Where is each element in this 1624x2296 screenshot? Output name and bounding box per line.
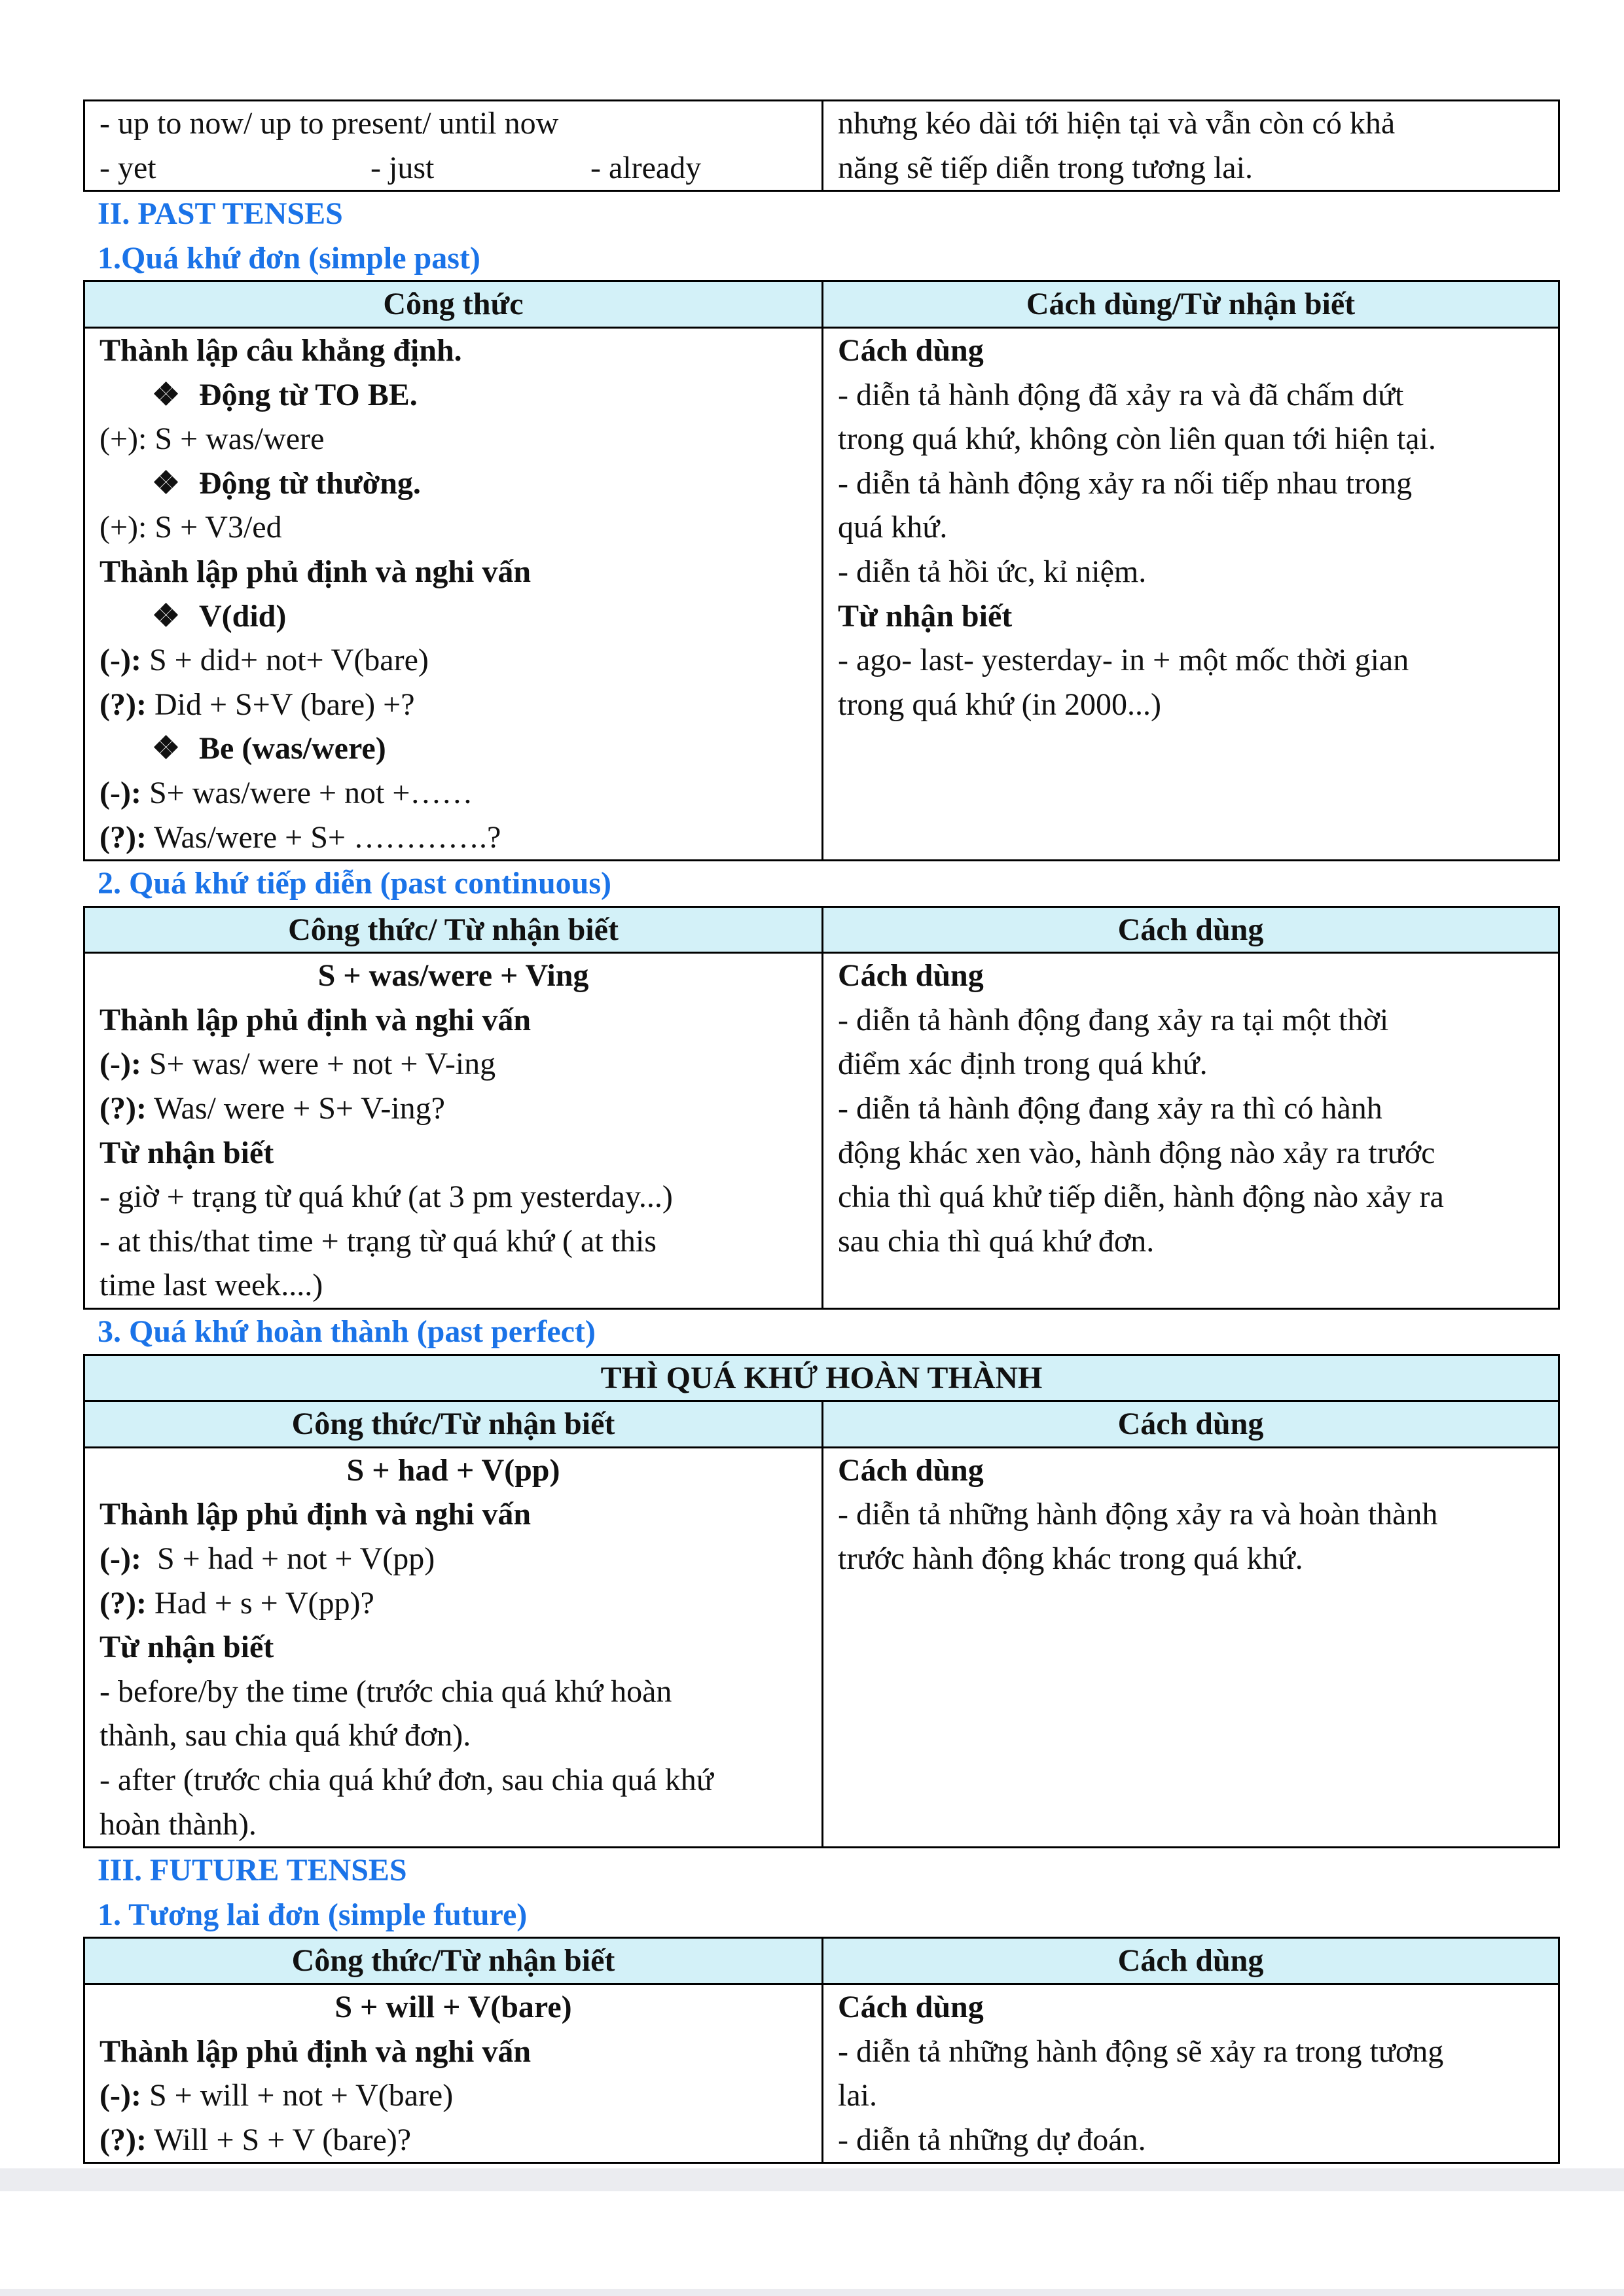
bullet-item bbox=[99, 594, 807, 639]
column-header: Cách dùng/Từ nhận biết bbox=[823, 281, 1559, 328]
subheading-simple-past: 1.Quá khứ đơn (simple past) bbox=[98, 240, 480, 276]
section-heading-future-tenses: III. FUTURE TENSES bbox=[98, 1853, 407, 1888]
signal-line: - at this/that time + trạng từ quá khứ ( at this bbox=[99, 1223, 657, 1259]
formula-cell bbox=[84, 327, 823, 860]
simple-past-table bbox=[83, 280, 1560, 861]
bullet-label: Động từ TO BE. bbox=[199, 377, 418, 412]
signal-just: - just bbox=[370, 150, 435, 185]
subheading-simple-future: 1. Tương lai đơn (simple future) bbox=[98, 1897, 528, 1932]
document-page bbox=[83, 99, 1558, 2164]
column-header: Cách dùng bbox=[823, 1938, 1559, 1984]
column-header: Công thức/ Từ nhận biết bbox=[84, 906, 823, 953]
formula-prefix: (-): bbox=[99, 2078, 141, 2113]
usage-cell bbox=[823, 327, 1559, 860]
usage-line: - diễn tả hành động đang xảy ra tại một thời bbox=[838, 1002, 1389, 1037]
formula-line bbox=[99, 638, 807, 683]
formula-text: Had + s + V(pp)? bbox=[146, 1585, 374, 1621]
formula-cell bbox=[84, 953, 823, 1309]
subtitle: Cách dùng bbox=[838, 958, 984, 994]
usage-line: - diễn tả hành động xảy ra nối tiếp nhau trong bbox=[838, 465, 1413, 501]
signal-line: trong quá khứ (in 2000...) bbox=[838, 687, 1161, 722]
usage-line: động khác xen vào, hành động nào xảy ra trước bbox=[838, 1135, 1435, 1170]
formula-text: S+ was/were + not +…… bbox=[141, 775, 473, 810]
subtitle: Cách dùng bbox=[838, 1989, 984, 2024]
formula-line bbox=[99, 1537, 807, 1581]
formula: S + had + V(pp) bbox=[346, 1452, 560, 1488]
subtitle: Cách dùng bbox=[838, 332, 984, 368]
subtitle: Thành lập câu khẳng định. bbox=[99, 332, 462, 368]
signal-line: hoàn thành). bbox=[99, 1806, 257, 1842]
signal-line: - before/by the time (trước chia quá khứ hoàn bbox=[99, 1674, 672, 1709]
subtitle: Thành lập phủ định và nghi vấn bbox=[99, 2034, 532, 2069]
signal-line: thành, sau chia quá khứ đơn). bbox=[99, 1718, 471, 1753]
past-continuous-table bbox=[83, 906, 1560, 1310]
usage-line: trước hành động khác trong quá khứ. bbox=[838, 1541, 1303, 1576]
subtitle: Thành lập phủ định và nghi vấn bbox=[99, 1002, 532, 1037]
formula-text: S+ was/ were + not + V-ing bbox=[141, 1047, 496, 1082]
page-separator bbox=[0, 2168, 1624, 2191]
signal-words-cell bbox=[84, 101, 823, 191]
formula-prefix: (?): bbox=[99, 2122, 147, 2157]
bullet-label: Động từ thường. bbox=[199, 465, 421, 501]
simple-future-table bbox=[83, 1937, 1560, 2164]
usage-line: - diễn tả hành động đang xảy ra thì có hành bbox=[838, 1091, 1382, 1126]
usage-line: nhưng kéo dài tới hiện tại và vẫn còn có khả bbox=[838, 106, 1396, 141]
formula-line bbox=[99, 1042, 807, 1086]
section-heading-past-tenses: II. PAST TENSES bbox=[98, 196, 343, 232]
subtitle: Từ nhận biết bbox=[99, 1630, 274, 1665]
signal-line: - giờ + trạng từ quá khứ (at 3 pm yesterday...) bbox=[99, 1179, 673, 1215]
formula-text: S + will + not + V(bare) bbox=[141, 2078, 454, 2113]
formula-line: (+): S + was/were bbox=[99, 422, 325, 457]
formula: S + will + V(bare) bbox=[334, 1989, 572, 2024]
usage-line: điểm xác định trong quá khứ. bbox=[838, 1047, 1208, 1082]
bullet-item bbox=[99, 461, 807, 506]
usage-line: chia thì quá khử tiếp diễn, hành động nào xảy ra bbox=[838, 1179, 1444, 1215]
formula-prefix: (?): bbox=[99, 1091, 147, 1126]
bullet-item bbox=[99, 726, 807, 771]
formula-prefix: (?): bbox=[99, 819, 147, 855]
formula-line bbox=[99, 771, 807, 816]
present-perfect-table-continued bbox=[83, 99, 1560, 192]
usage-line: - diễn tả những hành động sẽ xảy ra trong tương bbox=[838, 2034, 1444, 2069]
usage-line: năng sẽ tiếp diễn trong tương lai. bbox=[838, 150, 1253, 185]
subtitle: Cách dùng bbox=[838, 1452, 984, 1488]
usage-cell bbox=[823, 953, 1559, 1309]
formula-prefix: (-): bbox=[99, 643, 141, 678]
formula-prefix: (-): bbox=[99, 1047, 141, 1082]
formula-cell bbox=[84, 1447, 823, 1847]
signal-yet: - yet bbox=[99, 150, 156, 185]
usage-line: - diễn tả hồi ức, kỉ niệm. bbox=[838, 554, 1147, 589]
table-title: THÌ QUÁ KHỨ HOÀN THÀNH bbox=[84, 1355, 1559, 1401]
subtitle: Từ nhận biết bbox=[838, 598, 1013, 634]
formula-line: (+): S + V3/ed bbox=[99, 510, 282, 545]
formula-line bbox=[99, 1086, 807, 1131]
formula-cell bbox=[84, 1984, 823, 2162]
subtitle: Từ nhận biết bbox=[99, 1135, 274, 1170]
past-perfect-table bbox=[83, 1354, 1560, 1849]
column-header: Công thức/Từ nhận biết bbox=[84, 1401, 823, 1448]
formula-line bbox=[99, 1581, 807, 1626]
column-header: Công thức bbox=[84, 281, 823, 328]
usage-line: trong quá khứ, không còn liên quan tới hiện tại. bbox=[838, 422, 1436, 457]
bullet-label: V(did) bbox=[199, 598, 287, 634]
formula-text: S + had + not + V(pp) bbox=[141, 1541, 435, 1576]
usage-line: lai. bbox=[838, 2078, 877, 2113]
signal-line bbox=[99, 146, 807, 190]
usage-line: - diễn tả hành động đã xảy ra và đã chấm dứt bbox=[838, 377, 1404, 412]
formula-prefix: (-): bbox=[99, 1541, 141, 1576]
signal-line: time last week....) bbox=[99, 1268, 323, 1303]
signal-line: - ago- last- yesterday- in + một mốc thời gian bbox=[838, 643, 1409, 678]
signal-line: - up to now/ up to present/ until now bbox=[99, 106, 559, 141]
formula-prefix: (?): bbox=[99, 687, 147, 722]
diamond-bullet-icon: ❖ bbox=[152, 377, 181, 412]
usage-line: - diễn tả những hành động xảy ra và hoàn thành bbox=[838, 1497, 1438, 1532]
formula-text: Did + S+V (bare) +? bbox=[146, 687, 415, 722]
diamond-bullet-icon: ❖ bbox=[152, 731, 181, 766]
usage-cell bbox=[823, 1447, 1559, 1847]
signal-line: - after (trước chia quá khứ đơn, sau chia quá khứ bbox=[99, 1762, 713, 1797]
subheading-past-continuous: 2. Quá khứ tiếp diễn (past continuous) bbox=[98, 866, 611, 901]
formula-line bbox=[99, 816, 807, 860]
formula-text: S + did+ not+ V(bare) bbox=[141, 643, 429, 678]
formula-text: Was/ were + S+ V-ing? bbox=[146, 1091, 445, 1126]
formula-text: Will + S + V (bare)? bbox=[146, 2122, 412, 2157]
formula-line bbox=[99, 683, 807, 727]
column-header: Cách dùng bbox=[823, 1401, 1559, 1448]
formula-prefix: (-): bbox=[99, 775, 141, 810]
subtitle: Thành lập phủ định và nghi vấn bbox=[99, 1497, 532, 1532]
bullet-item bbox=[99, 373, 807, 418]
usage-cell bbox=[823, 1984, 1559, 2162]
column-header: Cách dùng bbox=[823, 906, 1559, 953]
formula-text: Was/were + S+ ………….? bbox=[146, 819, 501, 855]
page-separator bbox=[0, 2289, 1624, 2296]
signal-already: - already bbox=[590, 150, 702, 185]
diamond-bullet-icon: ❖ bbox=[152, 465, 181, 501]
usage-line: sau chia thì quá khứ đơn. bbox=[838, 1223, 1155, 1259]
diamond-bullet-icon: ❖ bbox=[152, 598, 181, 634]
formula-line bbox=[99, 2118, 807, 2162]
subheading-past-perfect: 3. Quá khứ hoàn thành (past perfect) bbox=[98, 1314, 596, 1350]
formula-prefix: (?): bbox=[99, 1585, 147, 1621]
subtitle: Thành lập phủ định và nghi vấn bbox=[99, 554, 532, 589]
bullet-label: Be (was/were) bbox=[199, 731, 386, 766]
formula: S + was/were + Ving bbox=[317, 958, 589, 994]
usage-line: - diễn tả những dự đoán. bbox=[838, 2122, 1146, 2157]
usage-line: quá khứ. bbox=[838, 510, 948, 545]
formula-line bbox=[99, 2073, 807, 2118]
usage-cell bbox=[823, 101, 1559, 191]
column-header: Công thức/Từ nhận biết bbox=[84, 1938, 823, 1984]
